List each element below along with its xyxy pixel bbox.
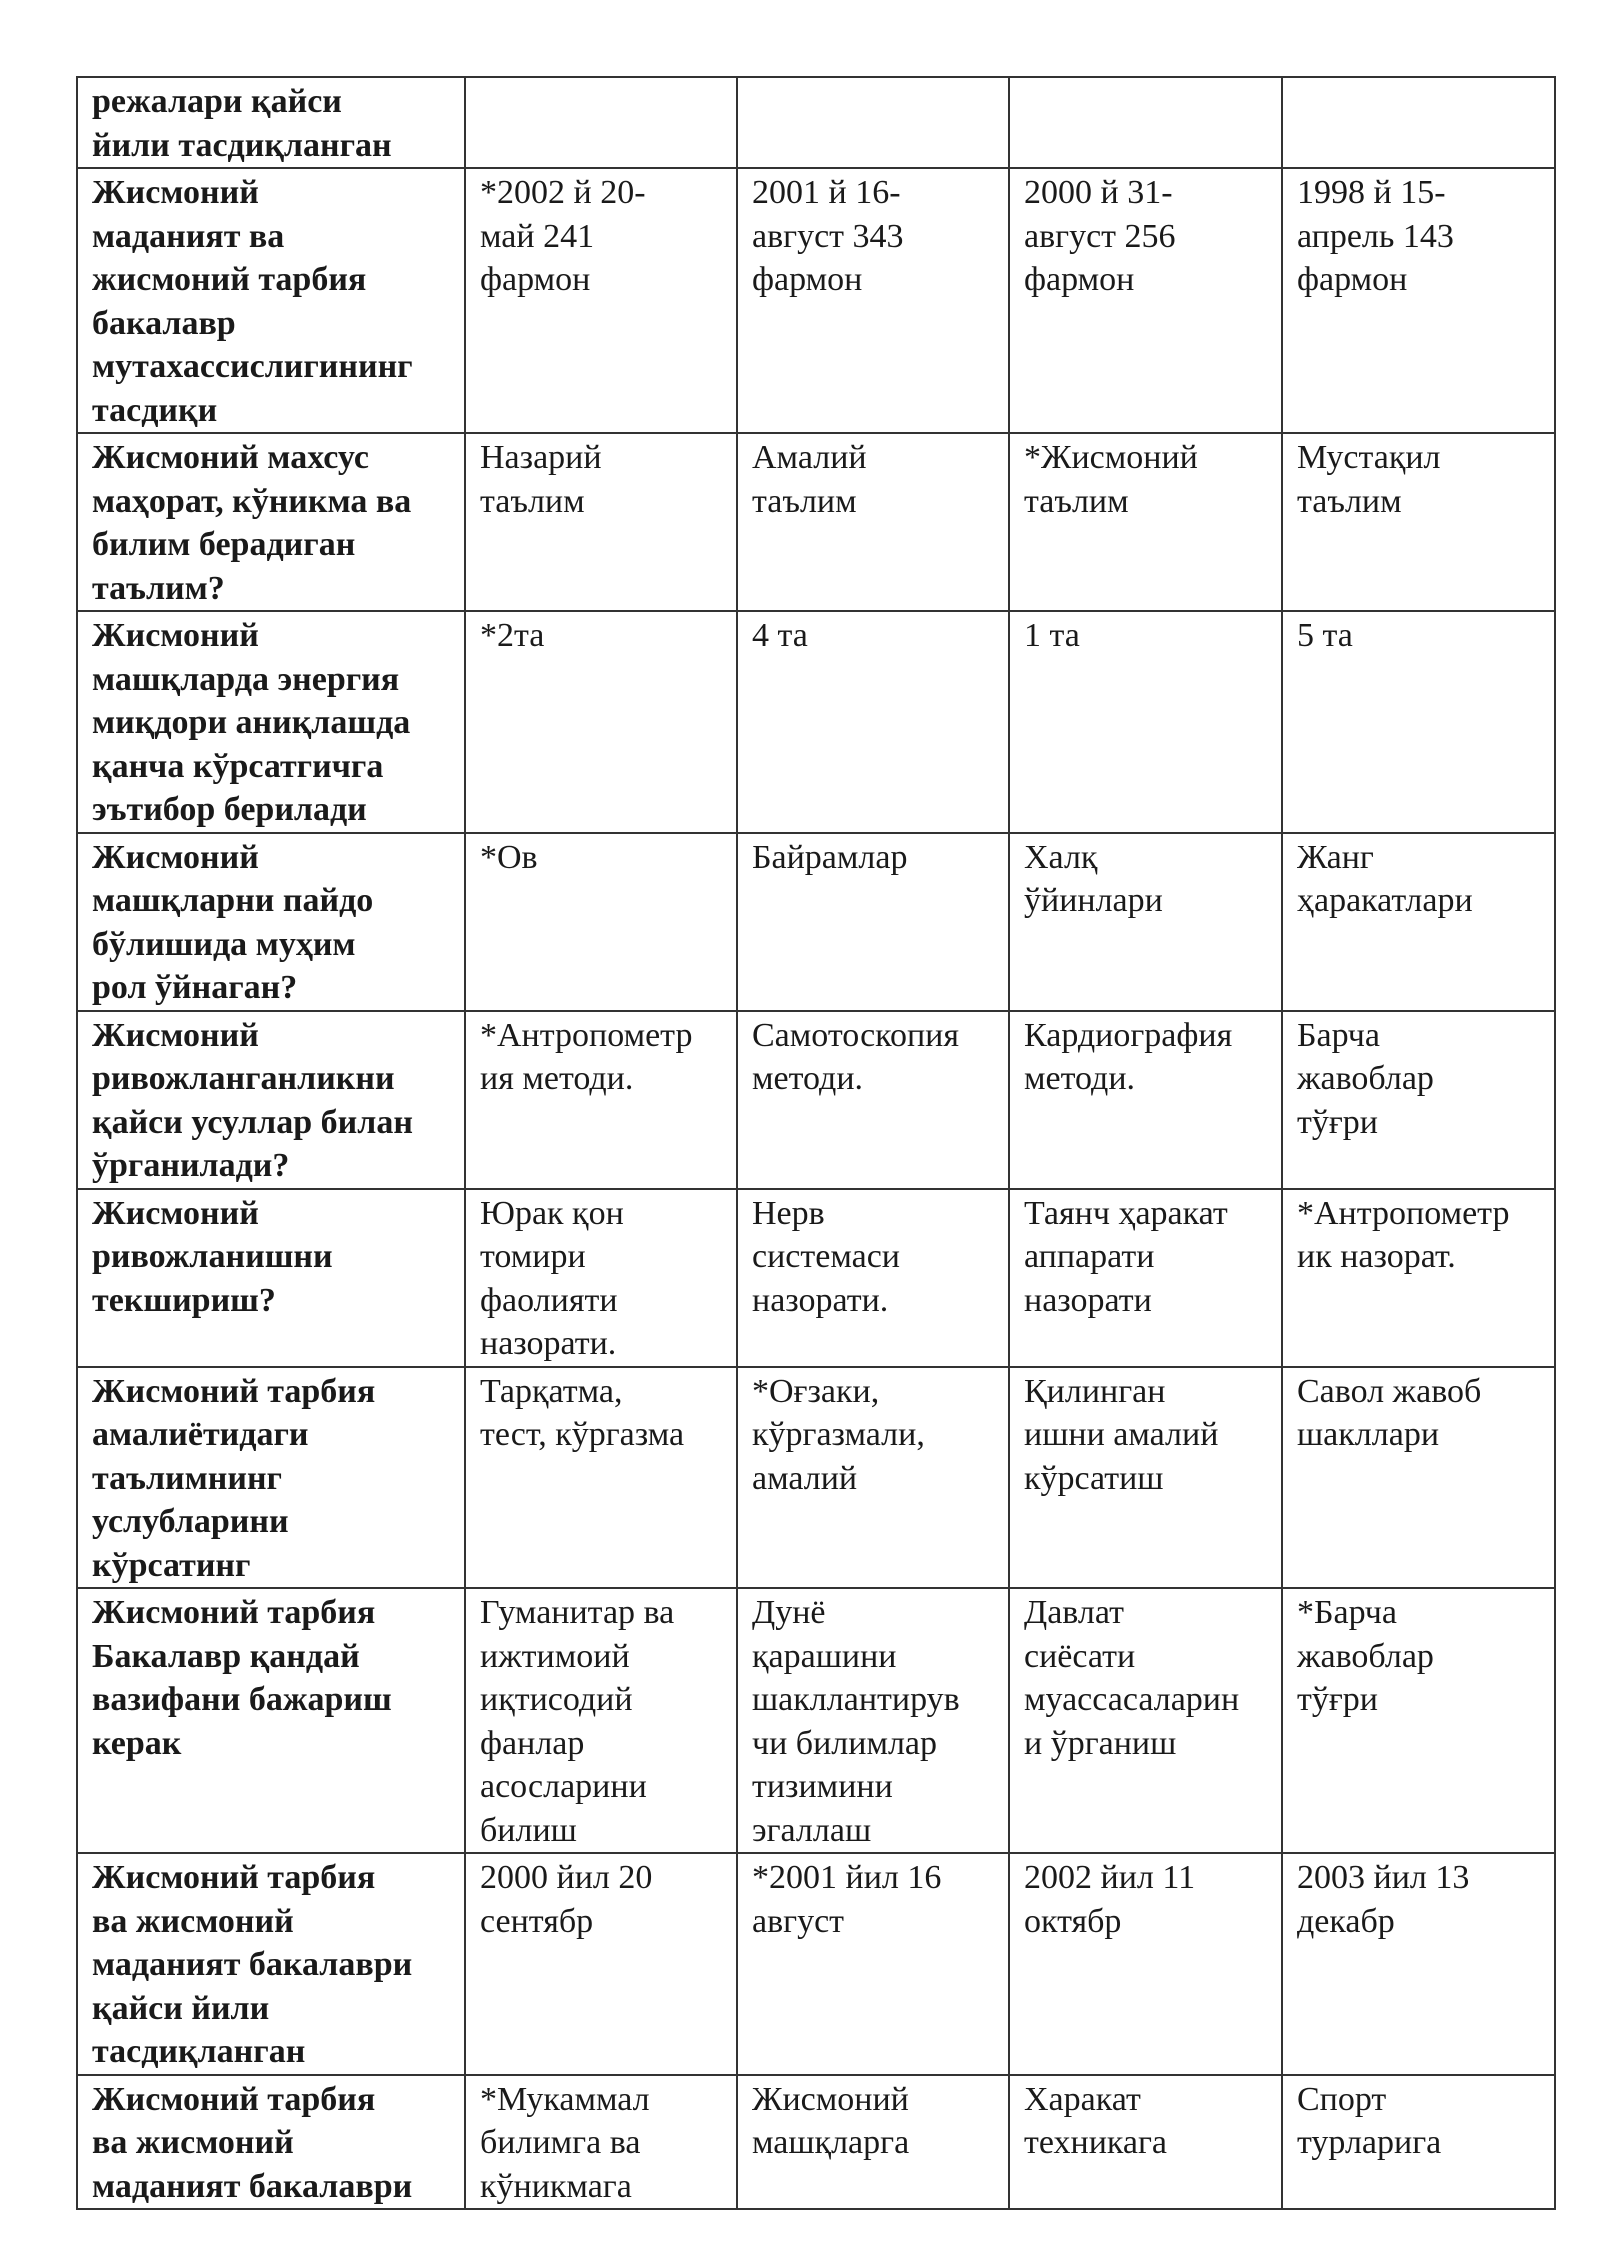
- option-a-cell: [465, 77, 737, 168]
- option-d-cell: [1282, 2075, 1555, 2210]
- option-d-cell: [1282, 1189, 1555, 1367]
- question-text: Жисмоний тарбия Бакалавр қандай вазифани бажариш керак: [92, 1594, 392, 1762]
- option-c-text: Харакат техникага: [1024, 2080, 1168, 2161]
- option-d-text: Мустақил таълим: [1297, 439, 1441, 520]
- option-a-cell: [465, 1189, 737, 1367]
- quiz-table-body: [77, 77, 1555, 2209]
- question-cell: [77, 1588, 465, 1853]
- table-row: [77, 1189, 1555, 1367]
- option-a-text: *Мукаммал билимга ва кўникмага: [480, 2080, 650, 2205]
- question-text: Жисмоний машқларни пайдо бўлишида муҳим рол ўйнаган?: [92, 838, 374, 1006]
- question-cell: [77, 833, 465, 1011]
- option-a-text: *2та: [480, 617, 545, 654]
- option-a-cell: [465, 1011, 737, 1189]
- option-c-cell: [1009, 833, 1282, 1011]
- option-c-cell: [1009, 1367, 1282, 1589]
- option-b-text: *2001 йил 16 август: [752, 1859, 942, 1940]
- option-a-cell: [465, 1853, 737, 2075]
- table-row: [77, 168, 1555, 433]
- question-text: Жисмоний махсус маҳорат, кўникма ва билим берадиган таълим?: [92, 439, 412, 607]
- option-c-text: 1 та: [1024, 617, 1080, 654]
- option-d-cell: [1282, 833, 1555, 1011]
- option-d-cell: [1282, 1588, 1555, 1853]
- option-a-cell: [465, 611, 737, 833]
- quiz-table: [76, 76, 1556, 2210]
- option-b-cell: [737, 1189, 1009, 1367]
- option-b-text: 2001 й 16- август 343 фармон: [752, 174, 904, 298]
- document-page: [76, 76, 1554, 2210]
- option-c-cell: [1009, 77, 1282, 168]
- option-b-cell: [737, 168, 1009, 433]
- option-d-text: 1998 й 15- апрель 143 фармон: [1297, 174, 1454, 298]
- option-a-cell: [465, 433, 737, 611]
- option-d-cell: [1282, 77, 1555, 168]
- option-b-cell: [737, 77, 1009, 168]
- option-c-cell: [1009, 1011, 1282, 1189]
- question-text: Жисмоний маданият ва жисмоний тарбия бакалавр мутахассислигининг тасдиқи: [92, 174, 413, 429]
- option-b-cell: [737, 1367, 1009, 1589]
- option-a-cell: [465, 1588, 737, 1853]
- option-a-cell: [465, 1367, 737, 1589]
- option-a-text: *2002 й 20- май 241 фармон: [480, 174, 646, 298]
- question-cell: [77, 611, 465, 833]
- table-row: [77, 1853, 1555, 2075]
- option-c-text: Кардиография методи.: [1024, 1016, 1233, 1097]
- option-a-cell: [465, 833, 737, 1011]
- question-text: Жисмоний тарбия амалиётидаги таълимнинг услубларини кўрсатинг: [92, 1372, 376, 1584]
- option-c-text: Қилинган ишни амалий кўрсатиш: [1024, 1372, 1219, 1497]
- option-d-cell: [1282, 168, 1555, 433]
- option-a-text: 2000 йил 20 сентябр: [480, 1859, 653, 1940]
- question-cell: [77, 168, 465, 433]
- option-a-text: Тарқатма, тест, кўргазма: [480, 1372, 685, 1453]
- option-d-text: *Антропометр ик назорат.: [1297, 1194, 1510, 1275]
- option-c-cell: [1009, 1853, 1282, 2075]
- option-c-cell: [1009, 168, 1282, 433]
- question-cell: [77, 1367, 465, 1589]
- option-c-text: 2002 йил 11 октябр: [1024, 1859, 1196, 1940]
- question-cell: [77, 1853, 465, 2075]
- option-a-text: *Ов: [480, 838, 538, 876]
- option-c-cell: [1009, 433, 1282, 611]
- option-b-cell: [737, 611, 1009, 833]
- option-b-cell: [737, 1588, 1009, 1853]
- table-row: [77, 1367, 1555, 1589]
- option-d-cell: [1282, 1011, 1555, 1189]
- question-cell: [77, 1189, 465, 1367]
- option-d-text: Спорт турларига: [1297, 2080, 1442, 2161]
- option-b-text: *Оғзаки, кўргазмали, амалий: [752, 1372, 925, 1497]
- question-text: Жисмоний ривожланишни текшириш?: [92, 1194, 333, 1319]
- option-a-text: *Антропометр ия методи.: [480, 1016, 693, 1097]
- option-b-cell: [737, 1853, 1009, 2075]
- option-b-cell: [737, 433, 1009, 611]
- question-text: Жисмоний машқларда энергия миқдори аниқлашда қанча кўрсатгичга эътибор берилади: [92, 617, 411, 828]
- table-row: [77, 1588, 1555, 1853]
- option-b-text: 4 та: [752, 617, 808, 654]
- option-d-text: Савол жавоб шакллари: [1297, 1372, 1482, 1453]
- option-b-cell: [737, 833, 1009, 1011]
- option-b-text: Нерв системаси назорати.: [752, 1194, 900, 1319]
- table-row: [77, 433, 1555, 611]
- option-b-text: Амалий таълим: [752, 439, 867, 520]
- question-cell: [77, 433, 465, 611]
- question-text: Жисмоний ривожланганликни қайси усуллар билан ўрганилади?: [92, 1016, 413, 1184]
- option-c-cell: [1009, 2075, 1282, 2210]
- option-d-text: 2003 йил 13 декабр: [1297, 1859, 1470, 1940]
- option-a-text: Юрак қон томири фаолияти назорати.: [480, 1194, 624, 1362]
- table-row: [77, 611, 1555, 833]
- question-cell: [77, 2075, 465, 2210]
- option-b-text: Жисмоний машқларга: [752, 2080, 910, 2161]
- option-a-cell: [465, 2075, 737, 2210]
- option-c-text: Халқ ўйинлари: [1024, 838, 1163, 919]
- option-c-text: *Жисмоний таълим: [1024, 439, 1198, 520]
- option-d-text: *Барча жавоблар тўғри: [1297, 1594, 1434, 1718]
- option-c-cell: [1009, 611, 1282, 833]
- option-d-text: Барча жавоблар тўғри: [1297, 1016, 1434, 1141]
- option-b-cell: [737, 1011, 1009, 1189]
- option-d-text: Жанг ҳаракатлари: [1297, 838, 1473, 919]
- option-d-cell: [1282, 1367, 1555, 1589]
- option-d-text: 5 та: [1297, 617, 1353, 654]
- option-b-text: Дунё қарашини шакллантирув чи билимлар тизимини эгаллаш: [752, 1594, 960, 1849]
- option-d-cell: [1282, 611, 1555, 833]
- option-a-text: Назарий таълим: [480, 439, 602, 520]
- option-b-cell: [737, 2075, 1009, 2210]
- option-b-text: Байрамлар: [752, 838, 908, 876]
- option-c-text: Таянч ҳаракат аппарати назорати: [1024, 1194, 1228, 1319]
- table-row: [77, 77, 1555, 168]
- option-a-cell: [465, 168, 737, 433]
- option-a-text: Гуманитар ва ижтимоий иқтисодий фанлар асосларини билиш: [480, 1594, 675, 1849]
- option-c-text: 2000 й 31- август 256 фармон: [1024, 174, 1176, 298]
- question-text: Жисмоний тарбия ва жисмоний маданият бакалаври қайси йили тасдиқланган: [92, 1859, 413, 2070]
- option-b-text: Самотоскопия методи.: [752, 1016, 960, 1097]
- option-c-cell: [1009, 1588, 1282, 1853]
- table-row: [77, 1011, 1555, 1189]
- option-c-cell: [1009, 1189, 1282, 1367]
- question-cell: [77, 77, 465, 168]
- question-cell: [77, 1011, 465, 1189]
- table-row: [77, 833, 1555, 1011]
- question-text: режалари қайси йили тасдиқланган: [92, 83, 392, 164]
- option-c-text: Давлат сиёсати муассасаларин и ўрганиш: [1024, 1594, 1240, 1762]
- option-d-cell: [1282, 1853, 1555, 2075]
- question-text: Жисмоний тарбия ва жисмоний маданият бакалаври: [92, 2080, 413, 2205]
- table-row: [77, 2075, 1555, 2210]
- option-d-cell: [1282, 433, 1555, 611]
